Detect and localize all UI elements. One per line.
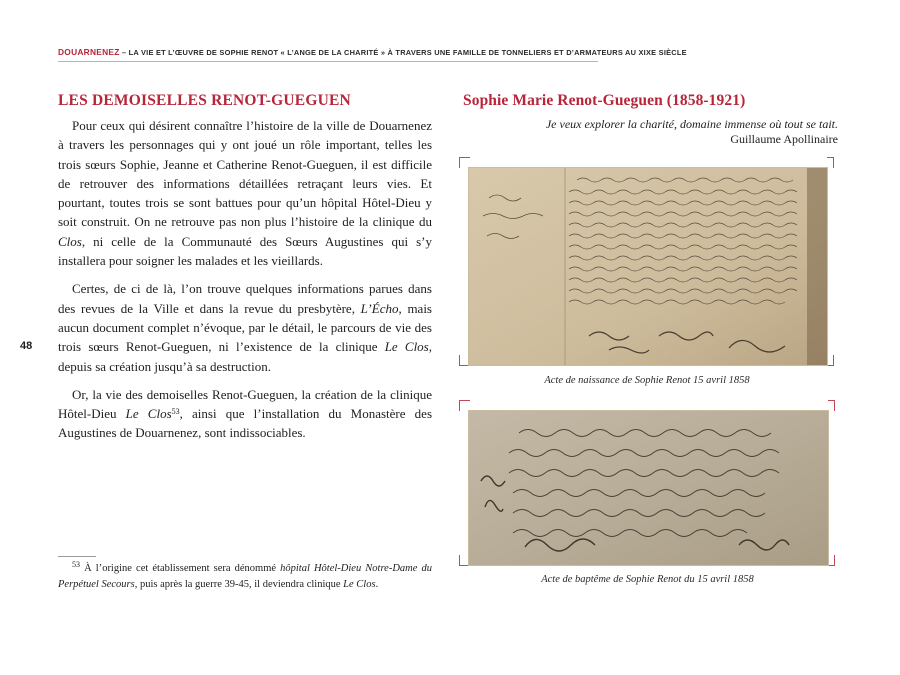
left-column (58, 92, 432, 443)
paragraph-2-emphasis-2: Le Clos (384, 339, 429, 355)
header-rule (58, 61, 598, 62)
epigraph-quote: Je veux explorer la charité, domaine immense où tout se tait. (545, 117, 838, 131)
footnote (58, 561, 432, 592)
paragraph-1 (58, 116, 432, 270)
section-title: LES DEMOISELLES RENOT-GUEGUEN (58, 92, 351, 109)
paragraph-3-text: Or, la vie des demoiselles Renot-Gueguen, la création de la clinique Hôtel-Dieu (58, 386, 432, 422)
running-head-dash: – (121, 48, 127, 57)
paragraph-2-text: Certes, de ci de là, l’on trouve quelques informations parues dans des revues de la Ville et dans la revue du presbytère, (58, 281, 432, 316)
baptism-certificate-image (468, 410, 829, 566)
running-head (58, 47, 687, 57)
epigraph-author: Guillaume Apollinaire (730, 132, 838, 146)
right-column (463, 92, 833, 110)
paragraph-1-end: , ni celle de la Communauté des Sœurs Augustines qui s’y installera pour soigner les malades et les vieillards. (58, 233, 432, 269)
footnote-emphasis-2: Le Clos (343, 578, 376, 590)
running-head-subtitle: LA VIE ET L’ŒUVRE DE SOPHIE RENOT « L’ANGE DE LA CHARITÉ » À TRAVERS UNE FAMILLE DE TONNELIERS ET D’ARMATEURS AU XIXE SIÈCLE (128, 48, 687, 57)
crop-mark (827, 157, 834, 168)
paragraph-2-end: , depuis sa création jusqu’à sa destruction. (58, 339, 432, 374)
paragraph-3-end: , ainsi que l’installation du Monastère des Augustines de Douarnenez, sont indissociables. (58, 406, 433, 441)
footnote-end: . (375, 578, 379, 590)
biography-title: Sophie Marie Renot-Gueguen (1858-1921) (463, 92, 746, 109)
paragraph-2-middle: , mais aucun document complet n’évoque, par le détail, le parcours de vie des trois sœurs Renot-Gueguen, ni l’existence de la clinique (58, 300, 432, 355)
running-head-place: DOUARNENEZ (58, 47, 120, 57)
footnote-rule (58, 556, 96, 557)
birth-certificate-drawing (469, 168, 827, 365)
paragraph-2 (58, 279, 432, 375)
footnote-middle: , puis après la guerre 39-45, il deviendra clinique (134, 578, 344, 590)
birth-certificate-image (468, 167, 828, 366)
footnote-reference[interactable]: 53 (171, 407, 180, 417)
crop-mark (827, 355, 834, 366)
paragraph-1-emphasis: Clos (58, 233, 82, 249)
baptism-certificate-caption: Acte de baptême de Sophie Renot du 15 avril 1858 (541, 574, 754, 585)
crop-mark (828, 400, 835, 411)
baptism-certificate-drawing (469, 411, 828, 565)
footnote-text: À l’origine cet établissement sera dénommé (80, 563, 281, 574)
paragraph-3-emphasis: Le Clos (125, 406, 172, 422)
footnote-number: 53 (72, 560, 80, 569)
paragraph-2-emphasis: L’Écho (360, 300, 399, 316)
paragraph-1-text: Pour ceux qui désirent connaître l’histoire de la ville de Douarnenez à travers les personnages qui y ont joué un rôle important, telles les trois sœurs Sophie, Jeanne et Catherine Renot-Gueguen, il est difficile de retrouver des informations détaillées retraçant leurs vies. Et pourtant, toutes trois se sont battues pour qu’un hôpital Hôtel-Dieu y soit construit. On ne retrouve pas non plus l’histoire de la clinique du (58, 118, 432, 230)
footnote-emphasis: hôpital Hôtel-Dieu Notre-Dame du Perpétuel Secours (58, 563, 433, 590)
epigraph (478, 117, 838, 147)
paragraph-3 (58, 385, 432, 443)
birth-certificate-caption: Acte de naissance de Sophie Renot 15 avril 1858 (544, 375, 750, 386)
crop-mark (828, 555, 835, 566)
page-number: 48 (20, 340, 33, 352)
